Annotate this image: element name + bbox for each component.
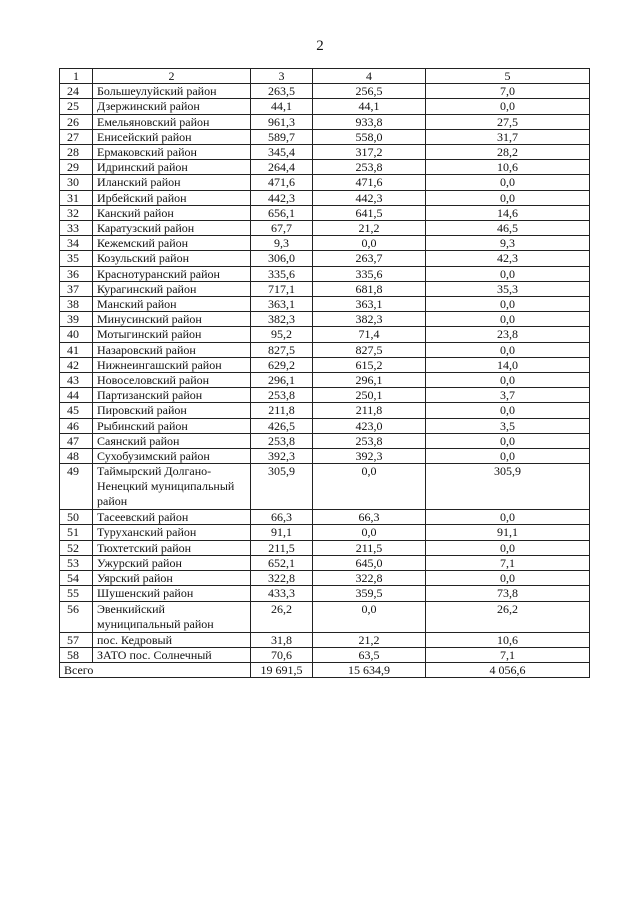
value-col3: 70,6 (251, 647, 313, 662)
value-col3: 471,6 (251, 175, 313, 190)
row-number: 44 (60, 388, 93, 403)
value-col4: 296,1 (313, 373, 426, 388)
value-col3: 827,5 (251, 342, 313, 357)
row-number: 24 (60, 84, 93, 99)
row-number: 27 (60, 129, 93, 144)
value-col3: 433,3 (251, 586, 313, 601)
row-number: 25 (60, 99, 93, 114)
table-row (60, 145, 590, 160)
value-col5: 0,0 (426, 403, 590, 418)
table-row (60, 342, 590, 357)
municipality-name: Канский район (93, 205, 251, 220)
value-col3: 91,1 (251, 525, 313, 540)
row-number: 54 (60, 571, 93, 586)
column-header-1: 1 (60, 69, 93, 84)
row-number: 38 (60, 297, 93, 312)
municipality-name: Партизанский район (93, 388, 251, 403)
row-number: 36 (60, 266, 93, 281)
value-col4: 827,5 (313, 342, 426, 357)
value-col4: 21,2 (313, 221, 426, 236)
table-row (60, 601, 590, 632)
value-col3: 211,8 (251, 403, 313, 418)
table-row (60, 586, 590, 601)
value-col5: 14,0 (426, 357, 590, 372)
value-col5: 305,9 (426, 464, 590, 510)
row-number: 31 (60, 190, 93, 205)
value-col4: 558,0 (313, 129, 426, 144)
row-number: 57 (60, 632, 93, 647)
value-col3: 442,3 (251, 190, 313, 205)
value-col4: 382,3 (313, 312, 426, 327)
table-row (60, 464, 590, 510)
row-number: 56 (60, 601, 93, 632)
table-row (60, 555, 590, 570)
value-col5: 7,0 (426, 84, 590, 99)
municipality-name: Саянский район (93, 433, 251, 448)
table-row (60, 236, 590, 251)
value-col5: 0,0 (426, 99, 590, 114)
table-row (60, 251, 590, 266)
value-col4: 0,0 (313, 236, 426, 251)
value-col3: 253,8 (251, 388, 313, 403)
value-col3: 211,5 (251, 540, 313, 555)
municipality-name: Ермаковский район (93, 145, 251, 160)
value-col5: 0,0 (426, 297, 590, 312)
value-col5: 0,0 (426, 510, 590, 525)
table-row (60, 221, 590, 236)
page-number: 2 (316, 38, 324, 54)
row-number: 42 (60, 357, 93, 372)
header-row (60, 69, 590, 84)
column-header-2: 2 (93, 69, 251, 84)
municipality-name: Ирбейский район (93, 190, 251, 205)
municipality-name: Пировский район (93, 403, 251, 418)
table-row (60, 175, 590, 190)
municipality-name: пос. Кедровый (93, 632, 251, 647)
table-row (60, 373, 590, 388)
value-col5: 46,5 (426, 221, 590, 236)
table-row (60, 357, 590, 372)
value-col3: 345,4 (251, 145, 313, 160)
municipality-name: Краснотуранский район (93, 266, 251, 281)
value-col4: 335,6 (313, 266, 426, 281)
value-col5: 0,0 (426, 433, 590, 448)
value-col4: 263,7 (313, 251, 426, 266)
table-row (60, 312, 590, 327)
row-number: 35 (60, 251, 93, 266)
value-col4: 66,3 (313, 510, 426, 525)
value-col4: 442,3 (313, 190, 426, 205)
municipality-name: ЗАТО пос. Солнечный (93, 647, 251, 662)
value-col3: 9,3 (251, 236, 313, 251)
municipality-name: Большеулуйский район (93, 84, 251, 99)
value-col5: 0,0 (426, 540, 590, 555)
table-row (60, 403, 590, 418)
value-col5: 91,1 (426, 525, 590, 540)
value-col4: 645,0 (313, 555, 426, 570)
municipality-name: Курагинский район (93, 281, 251, 296)
value-col3: 67,7 (251, 221, 313, 236)
table-row (60, 190, 590, 205)
row-number: 43 (60, 373, 93, 388)
row-number: 48 (60, 449, 93, 464)
value-col4: 0,0 (313, 464, 426, 510)
municipality-name: Емельяновский район (93, 114, 251, 129)
table-row (60, 647, 590, 662)
value-col4: 681,8 (313, 281, 426, 296)
value-col3: 263,5 (251, 84, 313, 99)
table-row (60, 114, 590, 129)
table-row (60, 571, 590, 586)
value-col5: 0,0 (426, 571, 590, 586)
value-col5: 10,6 (426, 160, 590, 175)
total-value-c3: 19 691,5 (251, 662, 313, 677)
municipality-name: Козульский район (93, 251, 251, 266)
municipality-name: Кежемский район (93, 236, 251, 251)
value-col5: 0,0 (426, 342, 590, 357)
total-value-c5: 4 056,6 (426, 662, 590, 677)
value-col4: 211,5 (313, 540, 426, 555)
table-row (60, 99, 590, 114)
value-col4: 0,0 (313, 525, 426, 540)
value-col4: 423,0 (313, 418, 426, 433)
value-col3: 656,1 (251, 205, 313, 220)
municipality-name: Енисейский район (93, 129, 251, 144)
table-body (60, 69, 590, 678)
row-number: 52 (60, 540, 93, 555)
value-col4: 71,4 (313, 327, 426, 342)
value-col4: 359,5 (313, 586, 426, 601)
row-number: 29 (60, 160, 93, 175)
value-col5: 31,7 (426, 129, 590, 144)
value-col3: 95,2 (251, 327, 313, 342)
column-header-3: 3 (251, 69, 313, 84)
value-col5: 0,0 (426, 266, 590, 281)
value-col3: 652,1 (251, 555, 313, 570)
value-col5: 3,5 (426, 418, 590, 433)
value-col4: 211,8 (313, 403, 426, 418)
municipality-name: Идринский район (93, 160, 251, 175)
row-number: 37 (60, 281, 93, 296)
value-col3: 253,8 (251, 433, 313, 448)
table-row (60, 160, 590, 175)
row-number: 26 (60, 114, 93, 129)
value-col4: 392,3 (313, 449, 426, 464)
value-col3: 717,1 (251, 281, 313, 296)
row-number: 51 (60, 525, 93, 540)
municipality-name: Каратузский район (93, 221, 251, 236)
table-row (60, 205, 590, 220)
value-col4: 44,1 (313, 99, 426, 114)
column-header-5: 5 (426, 69, 590, 84)
value-col5: 7,1 (426, 647, 590, 662)
row-number: 53 (60, 555, 93, 570)
value-col5: 73,8 (426, 586, 590, 601)
table-row (60, 388, 590, 403)
municipality-name: Таймырский Долгано-Ненецкий муниципальный район (93, 464, 251, 510)
municipality-name: Нижнеингашский район (93, 357, 251, 372)
municipality-name: Тасеевский район (93, 510, 251, 525)
municipality-name: Эвенкийский муниципальный район (93, 601, 251, 632)
table-row (60, 449, 590, 464)
row-number: 28 (60, 145, 93, 160)
table-row (60, 540, 590, 555)
value-col3: 296,1 (251, 373, 313, 388)
municipality-name: Дзержинский район (93, 99, 251, 114)
value-col4: 471,6 (313, 175, 426, 190)
budget-table (59, 68, 590, 678)
value-col4: 317,2 (313, 145, 426, 160)
value-col5: 0,0 (426, 312, 590, 327)
column-header-4: 4 (313, 69, 426, 84)
municipality-name: Ужурский район (93, 555, 251, 570)
value-col3: 44,1 (251, 99, 313, 114)
municipality-name: Шушенский район (93, 586, 251, 601)
value-col5: 28,2 (426, 145, 590, 160)
value-col3: 305,9 (251, 464, 313, 510)
row-number: 40 (60, 327, 93, 342)
municipality-name: Уярский район (93, 571, 251, 586)
value-col4: 253,8 (313, 160, 426, 175)
value-col4: 256,5 (313, 84, 426, 99)
value-col4: 363,1 (313, 297, 426, 312)
municipality-name: Назаровский район (93, 342, 251, 357)
total-value-c4: 15 634,9 (313, 662, 426, 677)
table-row (60, 510, 590, 525)
value-col3: 306,0 (251, 251, 313, 266)
value-col5: 23,8 (426, 327, 590, 342)
row-number: 55 (60, 586, 93, 601)
value-col5: 26,2 (426, 601, 590, 632)
value-col4: 615,2 (313, 357, 426, 372)
value-col5: 35,3 (426, 281, 590, 296)
value-col4: 322,8 (313, 571, 426, 586)
row-number: 49 (60, 464, 93, 510)
value-col3: 66,3 (251, 510, 313, 525)
value-col4: 250,1 (313, 388, 426, 403)
municipality-name: Рыбинский район (93, 418, 251, 433)
municipality-name: Манский район (93, 297, 251, 312)
value-col3: 322,8 (251, 571, 313, 586)
row-number: 47 (60, 433, 93, 448)
row-number: 45 (60, 403, 93, 418)
table-row (60, 84, 590, 99)
value-col3: 589,7 (251, 129, 313, 144)
row-number: 39 (60, 312, 93, 327)
row-number: 46 (60, 418, 93, 433)
value-col3: 426,5 (251, 418, 313, 433)
value-col4: 933,8 (313, 114, 426, 129)
row-number: 30 (60, 175, 93, 190)
value-col4: 63,5 (313, 647, 426, 662)
municipality-name: Минусинский район (93, 312, 251, 327)
municipality-name: Мотыгинский район (93, 327, 251, 342)
value-col4: 21,2 (313, 632, 426, 647)
row-number: 58 (60, 647, 93, 662)
value-col5: 27,5 (426, 114, 590, 129)
municipality-name: Сухобузимский район (93, 449, 251, 464)
value-col3: 961,3 (251, 114, 313, 129)
value-col3: 363,1 (251, 297, 313, 312)
value-col5: 42,3 (426, 251, 590, 266)
value-col5: 0,0 (426, 190, 590, 205)
municipality-name: Тюхтетский район (93, 540, 251, 555)
value-col3: 382,3 (251, 312, 313, 327)
value-col3: 31,8 (251, 632, 313, 647)
value-col5: 9,3 (426, 236, 590, 251)
value-col5: 3,7 (426, 388, 590, 403)
table-row (60, 281, 590, 296)
value-col5: 10,6 (426, 632, 590, 647)
table-row (60, 266, 590, 281)
value-col3: 392,3 (251, 449, 313, 464)
value-col5: 7,1 (426, 555, 590, 570)
row-number: 50 (60, 510, 93, 525)
value-col3: 629,2 (251, 357, 313, 372)
table-row (60, 297, 590, 312)
table-row (60, 525, 590, 540)
total-row (60, 662, 590, 677)
row-number: 32 (60, 205, 93, 220)
value-col5: 0,0 (426, 175, 590, 190)
table-row (60, 129, 590, 144)
row-number: 41 (60, 342, 93, 357)
municipality-name: Новоселовский район (93, 373, 251, 388)
total-label: Всего (60, 662, 251, 677)
value-col5: 14,6 (426, 205, 590, 220)
value-col3: 335,6 (251, 266, 313, 281)
row-number: 33 (60, 221, 93, 236)
table-row (60, 327, 590, 342)
municipality-name: Туруханский район (93, 525, 251, 540)
value-col5: 0,0 (426, 373, 590, 388)
table-row (60, 433, 590, 448)
municipality-name: Иланский район (93, 175, 251, 190)
value-col4: 253,8 (313, 433, 426, 448)
value-col3: 264,4 (251, 160, 313, 175)
value-col5: 0,0 (426, 449, 590, 464)
row-number: 34 (60, 236, 93, 251)
table-row (60, 418, 590, 433)
value-col3: 26,2 (251, 601, 313, 632)
value-col4: 0,0 (313, 601, 426, 632)
table-row (60, 632, 590, 647)
value-col4: 641,5 (313, 205, 426, 220)
